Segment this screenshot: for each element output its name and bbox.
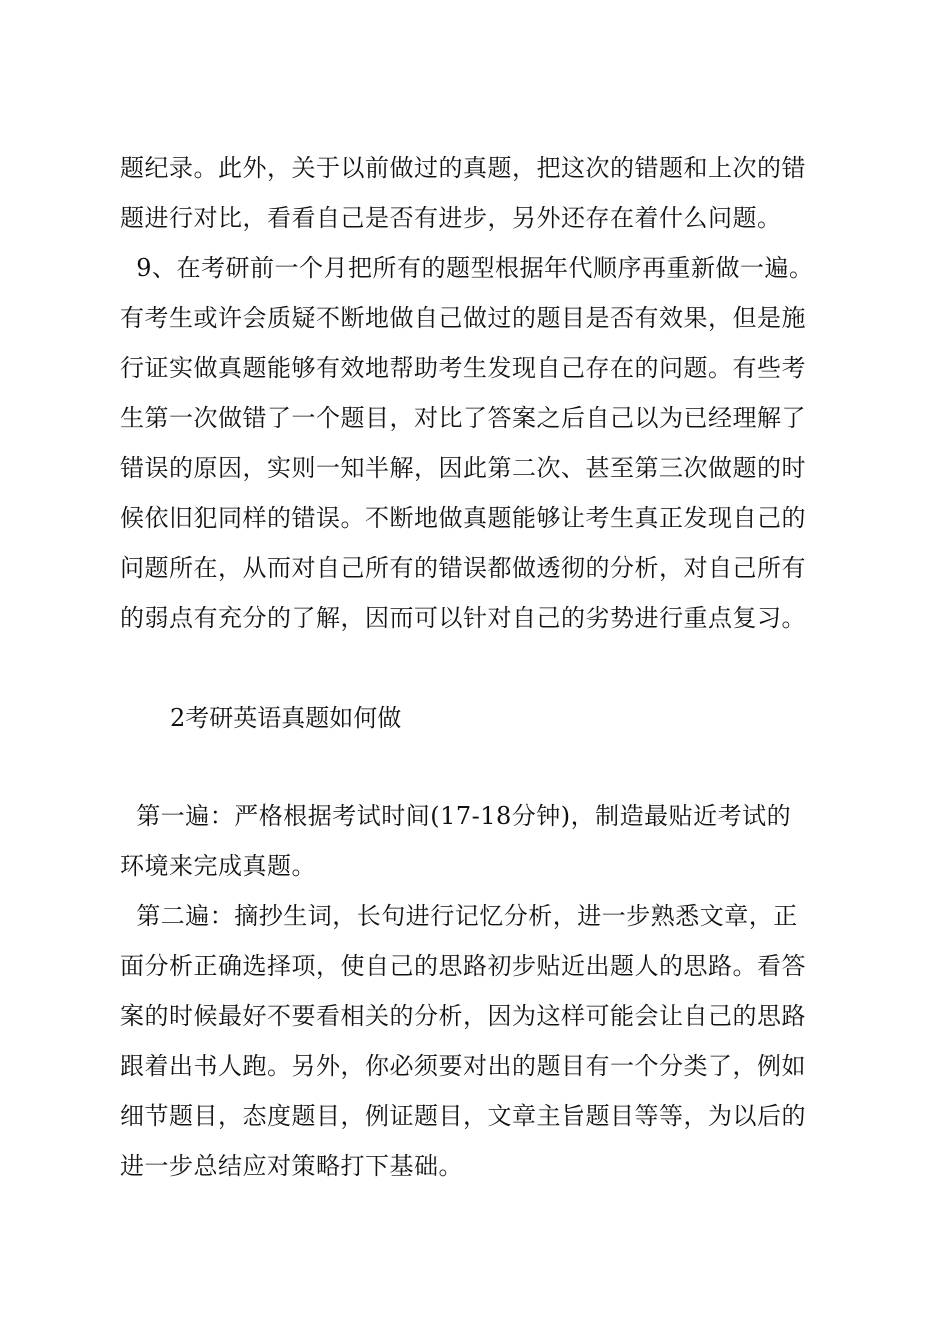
paragraph-line: 第二遍：摘抄生词，长句进行记忆分析，进一步熟悉文章，正 xyxy=(120,902,798,930)
paragraph-line: 9、在考研前一个月把所有的题型根据年代顺序再重新做一遍。 xyxy=(120,254,814,282)
section-heading: 2考研英语真题如何做 xyxy=(170,704,402,732)
paragraph-line: 错误的原因，实则一知半解，因此第二次、甚至第三次做题的时 xyxy=(120,454,806,482)
paragraph-line: 候依旧犯同样的错误。不断地做真题能够让考生真正发现自己的 xyxy=(120,504,806,532)
paragraph-line: 有考生或许会质疑不断地做自己做过的题目是否有效果，但是施 xyxy=(120,304,806,332)
paragraph-line: 问题所在，从而对自己所有的错误都做透彻的分析，对自己所有 xyxy=(120,554,806,582)
paragraph-line: 案的时候最好不要看相关的分析，因为这样可能会让自己的思路 xyxy=(120,1002,806,1030)
paragraph-line: 进一步总结应对策略打下基础。 xyxy=(120,1152,463,1180)
paragraph-line: 行证实做真题能够有效地帮助考生发现自己存在的问题。有些考 xyxy=(120,354,806,382)
paragraph-line: 生第一次做错了一个题目，对比了答案之后自己以为已经理解了 xyxy=(120,404,806,432)
paragraph-line: 跟着出书人跑。另外，你必须要对出的题目有一个分类了，例如 xyxy=(120,1052,806,1080)
paragraph-line: 题纪录。此外，关于以前做过的真题，把这次的错题和上次的错 xyxy=(120,154,806,182)
paragraph-line: 的弱点有充分的了解，因而可以针对自己的劣势进行重点复习。 xyxy=(120,604,806,632)
paragraph-line: 面分析正确选择项，使自己的思路初步贴近出题人的思路。看答 xyxy=(120,952,806,980)
paragraph-line: 第一遍：严格根据考试时间(17-18分钟)，制造最贴近考试的 xyxy=(120,802,792,830)
paragraph-line: 题进行对比，看看自己是否有进步，另外还存在着什么问题。 xyxy=(120,204,782,232)
paragraph-line: 环境来完成真题。 xyxy=(120,852,316,880)
paragraph-line: 细节题目，态度题目，例证题目，文章主旨题目等等，为以后的 xyxy=(120,1102,806,1130)
